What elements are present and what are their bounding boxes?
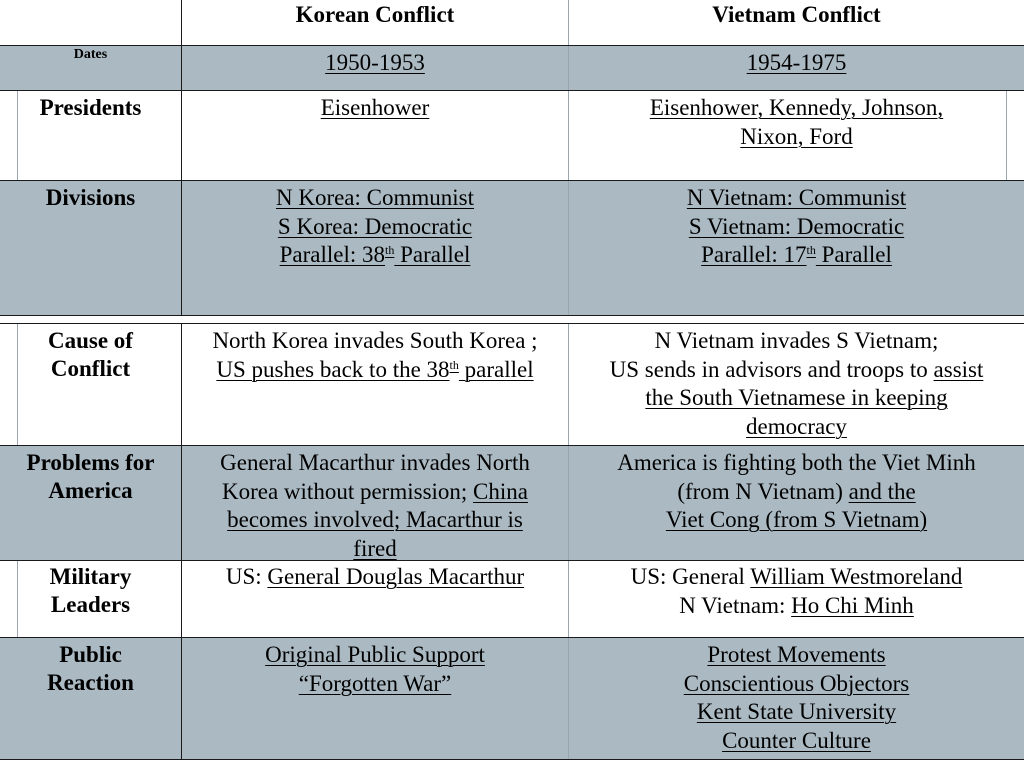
row-problems bbox=[0, 446, 1024, 560]
leaders-label: Military Leaders bbox=[49, 564, 132, 617]
row-reaction bbox=[0, 638, 1024, 759]
divisions-korea: N Korea: Communist S Korea: Democratic Parallel: 38th Parallel bbox=[181, 181, 568, 315]
row-dates bbox=[0, 46, 1024, 90]
cause-vietnam: N Vietnam invades S Vietnam; US sends in advisors and troops to assist the South Vietnamese in keeping democracy bbox=[568, 324, 1024, 445]
cause-korea: North Korea invades South Korea ; US pushes back to the 38th parallel bbox=[181, 324, 568, 445]
divisions-label: Divisions bbox=[45, 185, 136, 210]
reaction-label: Public Reaction bbox=[47, 642, 134, 695]
dates-label: Dates bbox=[73, 47, 108, 62]
header-korean: Korean Conflict bbox=[181, 0, 568, 45]
leaders-korea: US: General Douglas Macarthur bbox=[181, 561, 568, 637]
cause-label: Cause of Conflict bbox=[48, 328, 133, 381]
row-cause bbox=[0, 324, 1024, 445]
dates-korea: 1950-1953 bbox=[181, 46, 568, 90]
divisions-vietnam: N Vietnam: Communist S Vietnam: Democratic Parallel: 17th Parallel bbox=[568, 181, 1024, 315]
reaction-vietnam: Protest Movements Conscientious Objectors Kent State University Counter Culture bbox=[568, 638, 1024, 759]
presidents-vietnam: Eisenhower, Kennedy, Johnson, Nixon, Ford bbox=[568, 91, 1024, 180]
presidents-label: Presidents bbox=[39, 95, 142, 120]
header-row bbox=[0, 0, 1024, 45]
problems-label: Problems for America bbox=[26, 450, 155, 503]
leaders-vietnam: US: General William Westmoreland N Vietnam: Ho Chi Minh bbox=[568, 561, 1024, 637]
problems-korea: General Macarthur invades North Korea without permission; China becomes involved; Macarthur is fired bbox=[181, 446, 568, 560]
row-presidents bbox=[0, 91, 1024, 180]
row-leaders bbox=[0, 561, 1024, 637]
header-corner bbox=[0, 0, 181, 45]
row-divisions bbox=[0, 181, 1024, 315]
problems-vietnam: America is fighting both the Viet Minh (from N Vietnam) and the Viet Cong (from S Vietnam) bbox=[568, 446, 1024, 560]
row-label bbox=[0, 46, 181, 90]
dates-vietnam: 1954-1975 bbox=[568, 46, 1024, 90]
presidents-korea: Eisenhower bbox=[181, 91, 568, 180]
reaction-korea: Original Public Support “Forgotten War” bbox=[181, 638, 568, 759]
header-vietnam: Vietnam Conflict bbox=[568, 0, 1024, 45]
